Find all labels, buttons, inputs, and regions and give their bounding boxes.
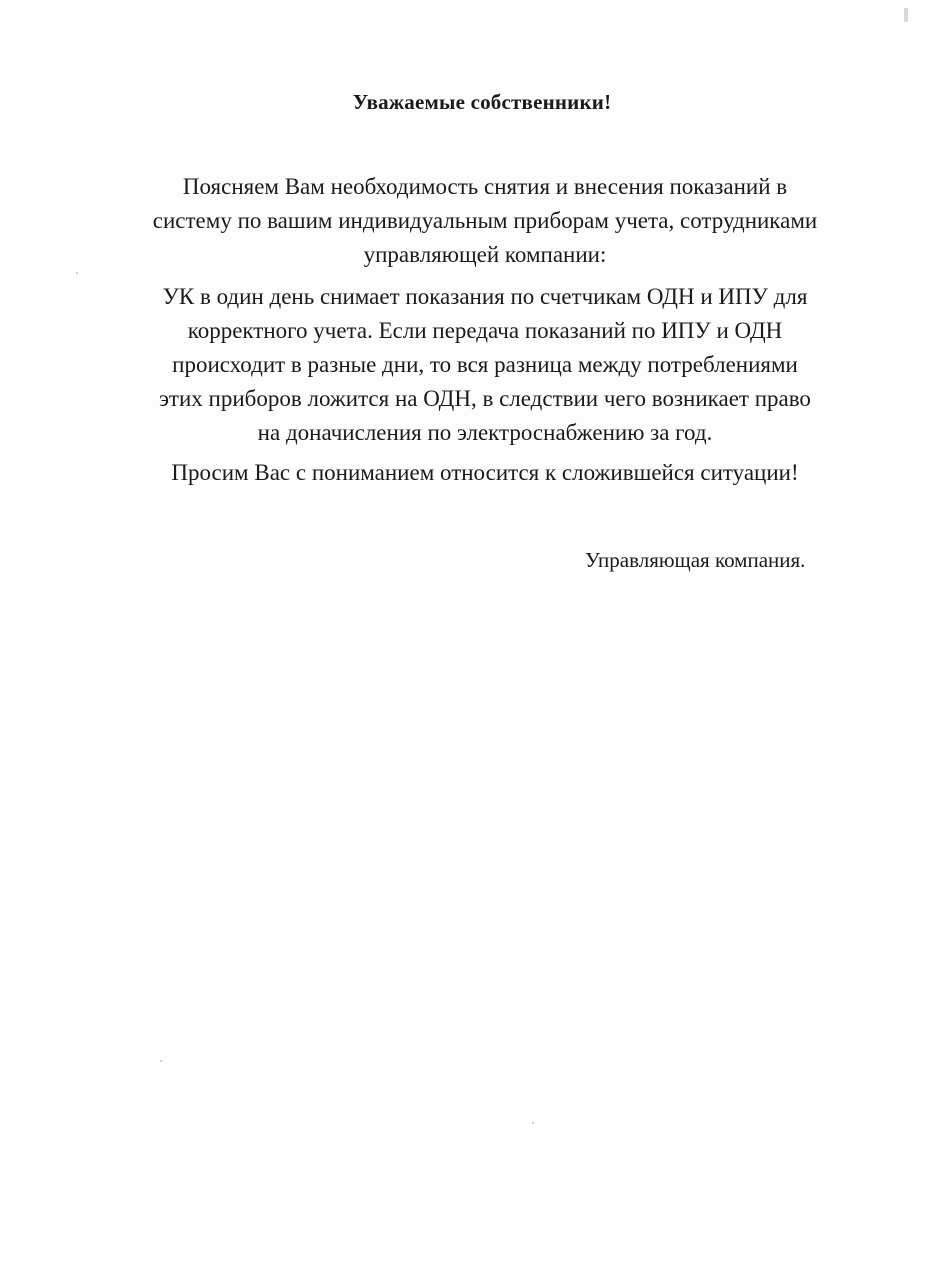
signature-text: Управляющая компания.	[585, 548, 806, 572]
text-line: корректного учета. Если передача показаний по ИПУ и ОДН	[187, 318, 783, 343]
text-line: систему по вашим индивидуальным приборам учета, сотрудниками	[152, 208, 818, 233]
text-line: на доначисления по электроснабжению за год.	[257, 420, 713, 445]
scan-speck	[76, 272, 78, 274]
scan-speck	[160, 1060, 162, 1062]
document-title: Уважаемые собственники!	[352, 90, 612, 114]
text-line: Просим Вас с пониманием относится к сложившейся ситуации!	[171, 460, 799, 485]
scan-edge-mark	[904, 8, 908, 22]
text-line: управляющей компании:	[363, 242, 607, 267]
scan-speck	[532, 1122, 534, 1124]
paragraph-details	[110, 280, 860, 450]
text-line: происходит в разные дни, то вся разница между потреблениями	[172, 352, 798, 377]
paragraph-explanation	[110, 170, 860, 272]
text-line: этих приборов ложится на ОДН, в следствии чего возникает право	[159, 386, 811, 411]
paragraph-request	[110, 456, 860, 490]
text-line: Поясняем Вам необходимость снятия и внесения показаний в	[182, 174, 788, 199]
text-line: УК в один день снимает показания по счетчикам ОДН и ИПУ для	[162, 284, 808, 309]
